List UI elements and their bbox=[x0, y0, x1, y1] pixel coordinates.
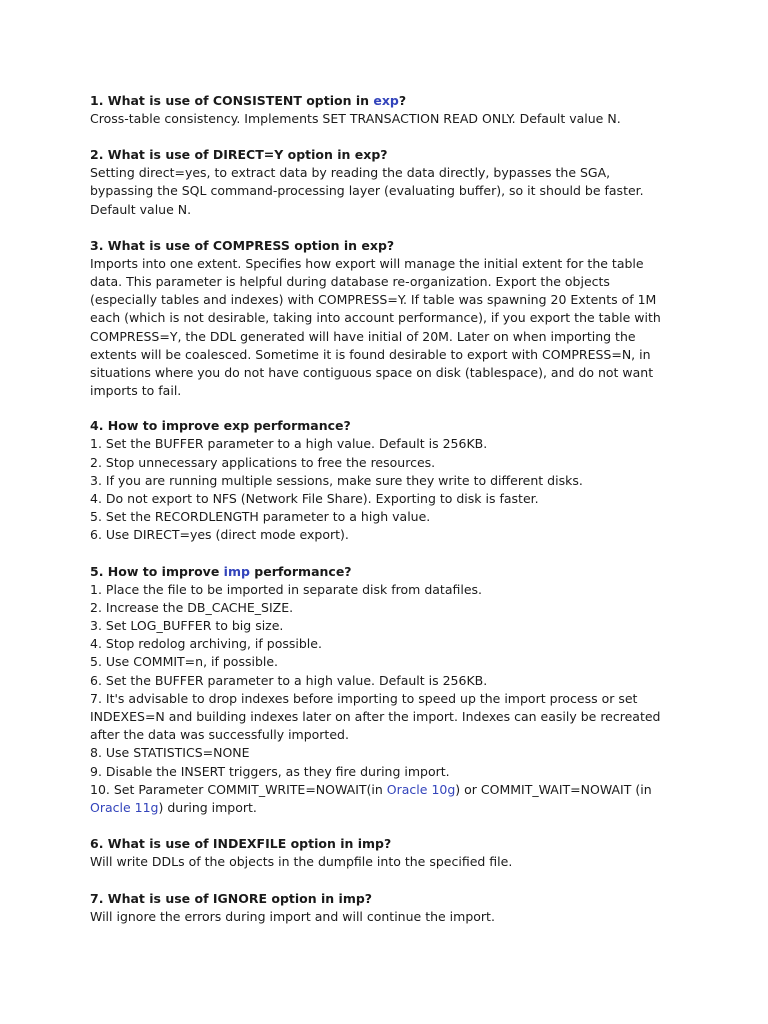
list-item: INDEXES=N and building indexes later on after the import. Indexes can easily be recreated bbox=[90, 709, 661, 725]
question-1-text: 1. What is use of CONSISTENT option in bbox=[90, 93, 374, 108]
qa-block-1 bbox=[90, 92, 690, 128]
question-5-suffix: performance? bbox=[249, 563, 352, 579]
answer-7 bbox=[90, 908, 690, 926]
answer-line: Cross-table consistency. Implements SET TRANSACTION READ ONLY. Default value N. bbox=[90, 111, 621, 126]
document-body bbox=[90, 92, 690, 944]
answer-3 bbox=[90, 255, 690, 401]
list-item: 3. Set LOG_BUFFER to big size. bbox=[90, 618, 284, 634]
answer-line: each (which is not desirable, taking into account performance), if you export the table with bbox=[90, 310, 661, 326]
list-item: 4. Stop redolog archiving, if possible. bbox=[90, 636, 322, 652]
answer-4 bbox=[90, 435, 690, 544]
qa-block-2 bbox=[90, 146, 690, 219]
question-1-suffix: ? bbox=[398, 93, 407, 108]
list-item: 8. Use STATISTICS=NONE bbox=[90, 745, 250, 761]
qa-block-3 bbox=[90, 237, 690, 401]
answer-line: situations where you do not have contiguous space on disk (tablespace), and do not want bbox=[90, 365, 654, 381]
answer-line: COMPRESS=Y, the DDL generated will have initial of 20M. Later on when importing the bbox=[90, 328, 636, 344]
answer-2 bbox=[90, 164, 690, 219]
list-item: 4. Do not export to NFS (Network File Share). Exporting to disk is faster. bbox=[90, 491, 539, 507]
list-item: 1. Place the file to be imported in separate disk from datafiles. bbox=[90, 581, 482, 597]
list-item: 6. Use DIRECT=yes (direct mode export). bbox=[90, 527, 349, 543]
qa-block-5 bbox=[90, 563, 690, 818]
item-10-mid: ) or COMMIT_WAIT=NOWAIT (in bbox=[455, 781, 652, 797]
question-4: 4. How to improve exp performance? bbox=[90, 418, 351, 434]
list-item: 5. Set the RECORDLENGTH parameter to a high value. bbox=[90, 509, 431, 525]
exp-link[interactable]: exp bbox=[373, 93, 399, 108]
list-item: 3. If you are running multiple sessions, make sure they write to different disks. bbox=[90, 472, 583, 488]
question-3: 3. What is use of COMPRESS option in exp? bbox=[90, 237, 395, 253]
answer-5 bbox=[90, 581, 690, 818]
question-1 bbox=[90, 92, 690, 110]
list-item-10 bbox=[90, 781, 690, 799]
answer-line: Imports into one extent. Specifies how export will manage the initial extent for the table bbox=[90, 255, 644, 271]
answer-line: data. This parameter is helpful during database re-organization. Export the objects bbox=[90, 274, 610, 290]
imp-link[interactable]: imp bbox=[223, 563, 250, 579]
answer-line: Will ignore the errors during import and will continue the import. bbox=[90, 908, 495, 924]
answer-1 bbox=[90, 110, 690, 128]
answer-line: imports to fail. bbox=[90, 383, 182, 399]
question-5-text: 5. How to improve bbox=[90, 563, 224, 579]
list-item: 5. Use COMMIT=n, if possible. bbox=[90, 654, 279, 670]
list-item: 1. Set the BUFFER parameter to a high value. Default is 256KB. bbox=[90, 436, 488, 452]
answer-6 bbox=[90, 853, 690, 871]
oracle-11g-link[interactable]: Oracle 11g bbox=[90, 800, 159, 816]
answer-line: (especially tables and indexes) with COMPRESS=Y. If table was spawning 20 Extents of 1M bbox=[90, 292, 657, 308]
list-item: 9. Disable the INSERT triggers, as they fire during import. bbox=[90, 763, 450, 779]
qa-block-4 bbox=[90, 417, 690, 544]
question-7: 7. What is use of IGNORE option in imp? bbox=[90, 890, 373, 906]
answer-line: extents will be coalesced. Sometime it is found desirable to export with COMPRESS=N, in bbox=[90, 346, 651, 362]
list-item: 2. Increase the DB_CACHE_SIZE. bbox=[90, 599, 294, 615]
list-item-10-cont bbox=[90, 799, 690, 817]
list-item: after the data was successfully imported. bbox=[90, 727, 349, 743]
oracle-10g-link[interactable]: Oracle 10g bbox=[386, 781, 456, 797]
qa-block-7 bbox=[90, 890, 690, 926]
list-item: 6. Set the BUFFER parameter to a high value. Default is 256KB. bbox=[90, 672, 488, 688]
answer-line: Will write DDLs of the objects in the dumpfile into the specified file. bbox=[90, 854, 513, 870]
answer-line: Setting direct=yes, to extract data by reading the data directly, bypasses the SGA, bbox=[90, 165, 611, 181]
item-10-text: 10. Set Parameter COMMIT_WRITE=NOWAIT(in bbox=[90, 781, 387, 797]
qa-block-6 bbox=[90, 835, 690, 871]
answer-line: Default value N. bbox=[90, 201, 192, 217]
item-10-end: ) during import. bbox=[158, 800, 257, 816]
question-5 bbox=[90, 563, 690, 581]
answer-line: bypassing the SQL command-processing layer (evaluating buffer), so it should be faster. bbox=[90, 183, 644, 199]
list-item: 2. Stop unnecessary applications to free the resources. bbox=[90, 454, 436, 470]
list-item: 7. It's advisable to drop indexes before importing to speed up the import process or set bbox=[90, 690, 638, 706]
question-6: 6. What is use of INDEXFILE option in imp? bbox=[90, 836, 392, 852]
question-2: 2. What is use of DIRECT=Y option in exp? bbox=[90, 147, 388, 163]
